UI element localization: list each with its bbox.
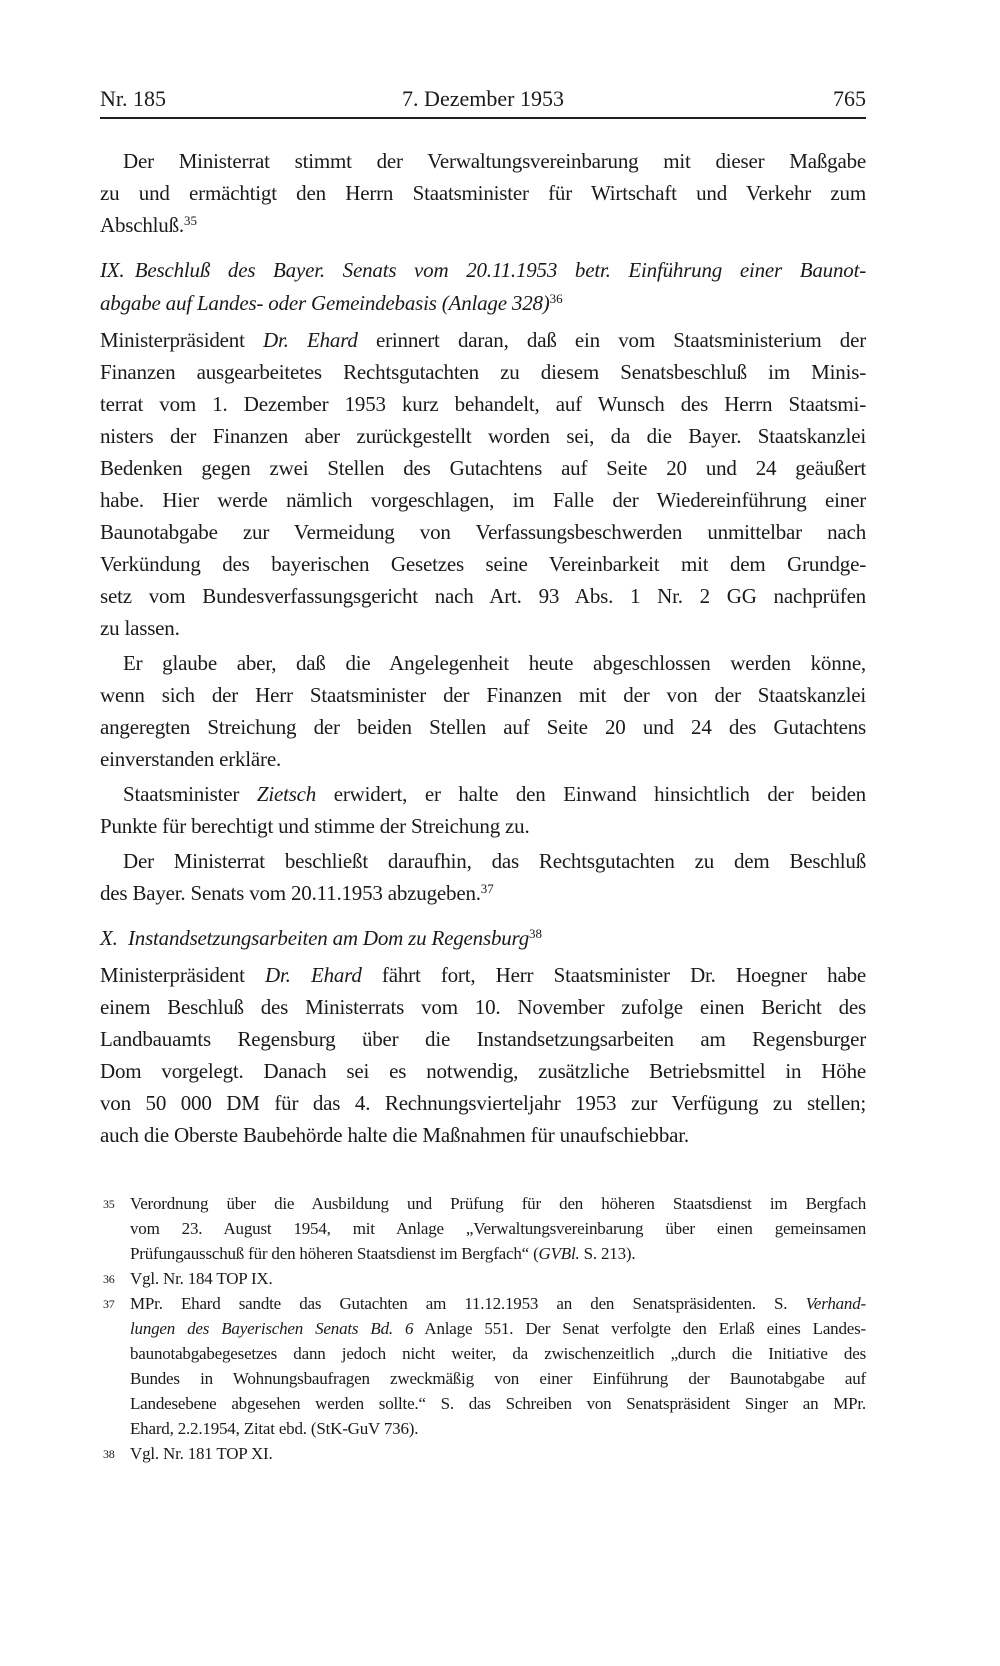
italic-text: X. Instandsetzungsarbeiten am Dom zu Regensburg xyxy=(100,926,530,950)
text-run: baunotabgabegesetzes dann jedoch nicht weiter, da zwischenzeitlich „durch die Initiative des xyxy=(130,1344,866,1363)
text-line xyxy=(100,1119,866,1151)
text-run: von 50 000 DM für das 4. Rechnungsvierteljahr 1953 zur Verfügung zu stellen; xyxy=(100,1091,866,1115)
footnote-number: 38 xyxy=(103,1447,115,1461)
text-line xyxy=(100,484,866,516)
text-line xyxy=(100,420,866,452)
paragraph xyxy=(100,647,866,775)
text-run: Prüfungausschuß für den höheren Staatsdienst im Bergfach“ ( xyxy=(130,1244,539,1263)
text-run: Bedenken gegen zwei Stellen des Gutachtens auf Seite 20 und 24 geäußert xyxy=(100,456,866,480)
footnote-text xyxy=(130,1441,866,1466)
text-line xyxy=(100,548,866,580)
text-run: S. 213). xyxy=(579,1244,636,1263)
document-body xyxy=(100,145,866,1151)
footnote-text xyxy=(130,1266,866,1291)
text-line xyxy=(100,959,866,991)
italic-text: IX. Beschluß des Bayer. Senats vom 20.11.1953 betr. Einführung einer Baunot- xyxy=(100,258,866,282)
text-run: Ministerpräsident xyxy=(100,328,264,352)
text-line xyxy=(100,452,866,484)
footnote-number: 35 xyxy=(103,1197,115,1211)
text-run: Landesebene abgesehen werden sollte.“ S. das Schreiben von Senatspräsident Singer an MPr. xyxy=(130,1394,866,1413)
text-run: Verordnung über die Ausbildung und Prüfung für den höheren Staatsdienst im Bergfach xyxy=(130,1194,866,1213)
footnote-text xyxy=(130,1191,866,1266)
text-run: erwidert, er halte den Einwand hinsichtlich der beiden xyxy=(316,782,866,806)
footnote xyxy=(100,1291,866,1441)
text-line xyxy=(100,743,866,775)
paragraph xyxy=(100,778,866,842)
footnote xyxy=(100,1266,866,1291)
text-line xyxy=(100,1023,866,1055)
text-line xyxy=(100,922,866,957)
footnote-ref: 36 xyxy=(549,291,563,306)
paragraph xyxy=(100,324,866,644)
text-run: Baunotabgabe zur Vermeidung von Verfassungsbeschwerden unmittelbar nach xyxy=(100,520,866,544)
footnote xyxy=(100,1441,866,1466)
text-line xyxy=(100,356,866,388)
text-line xyxy=(100,516,866,548)
text-run: angeregten Streichung der beiden Stellen auf Seite 20 und 24 des Gutachtens xyxy=(100,715,866,739)
text-run: Verkündung des bayerischen Gesetzes seine Vereinbarkeit mit dem Grundge- xyxy=(100,552,866,576)
text-run: nisters der Finanzen aber zurückgestellt worden sei, da die Bayer. Staatskanzlei xyxy=(100,424,866,448)
text-run: Der Ministerrat stimmt der Verwaltungsvereinbarung mit dieser Maßgabe xyxy=(123,149,866,173)
text-line xyxy=(100,580,866,612)
text-line xyxy=(130,1316,866,1341)
footnotes-section xyxy=(100,1191,866,1466)
text-line xyxy=(100,145,866,177)
text-run: Anlage 551. Der Senat verfolgte den Erlaß eines Landes- xyxy=(413,1319,866,1338)
text-run: Abschluß. xyxy=(100,213,184,237)
text-line xyxy=(100,209,866,244)
text-run: terrat vom 1. Dezember 1953 kurz behandelt, auf Wunsch des Herrn Staatsmi- xyxy=(100,392,866,416)
text-line xyxy=(130,1391,866,1416)
text-run: setz vom Bundesverfassungsgericht nach Art. 93 Abs. 1 Nr. 2 GG nachprüfen xyxy=(100,584,866,608)
text-run: des Bayer. Senats vom 20.11.1953 abzugeben. xyxy=(100,881,481,905)
italic-text: Dr. Ehard xyxy=(265,963,362,987)
text-line xyxy=(130,1266,866,1291)
paragraph xyxy=(100,145,866,244)
text-line xyxy=(130,1416,866,1441)
italic-text: lungen des Bayerischen Senats Bd. 6 xyxy=(130,1319,414,1338)
text-run: erinnert daran, daß ein vom Staatsministerium der xyxy=(357,328,867,352)
text-run: Der Ministerrat beschließt daraufhin, das Rechtsgutachten zu dem Beschluß xyxy=(123,849,866,873)
italic-text: Zietsch xyxy=(256,782,317,806)
text-line xyxy=(100,1055,866,1087)
text-line xyxy=(100,254,866,287)
text-line xyxy=(130,1366,866,1391)
footnote-number: 36 xyxy=(103,1272,115,1286)
italic-text: GVBl. xyxy=(538,1244,580,1263)
text-line xyxy=(100,177,866,209)
text-line xyxy=(130,1341,866,1366)
header-rule xyxy=(100,117,866,119)
text-line xyxy=(130,1191,866,1216)
text-run: wenn sich der Herr Staatsminister der Finanzen mit der von der Staatskanzlei xyxy=(100,683,866,707)
text-line xyxy=(130,1441,866,1466)
footnote-text xyxy=(130,1291,866,1441)
paragraph xyxy=(100,959,866,1151)
text-run: zu lassen. xyxy=(100,616,180,640)
paragraph xyxy=(100,845,866,912)
text-line xyxy=(100,287,866,322)
text-run: fährt fort, Herr Staatsminister Dr. Hoegner habe xyxy=(361,963,866,987)
header-page-number: 765 xyxy=(833,86,866,111)
italic-text: Dr. Ehard xyxy=(263,328,358,352)
text-line xyxy=(100,711,866,743)
text-run: Ehard, 2.2.1954, Zitat ebd. (StK-GuV 736). xyxy=(130,1419,419,1438)
text-run: Dom vorgelegt. Danach sei es notwendig, zusätzliche Betriebsmittel in Höhe xyxy=(100,1059,866,1083)
text-run: Vgl. Nr. 184 TOP IX. xyxy=(130,1269,273,1288)
text-line xyxy=(100,991,866,1023)
text-run: einverstanden erkläre. xyxy=(100,747,282,771)
text-line xyxy=(100,845,866,877)
text-line xyxy=(130,1291,866,1316)
footnote-number: 37 xyxy=(103,1297,115,1311)
section-heading xyxy=(100,922,866,957)
text-line xyxy=(100,324,866,356)
section-heading xyxy=(100,254,866,322)
text-run: habe. Hier werde nämlich vorgeschlagen, im Falle der Wiedereinführung einer xyxy=(100,488,866,512)
header-doc-number: Nr. 185 xyxy=(100,86,166,111)
text-line xyxy=(100,388,866,420)
text-run: Punkte für berechtigt und stimme der Streichung zu. xyxy=(100,814,530,838)
text-line xyxy=(100,679,866,711)
text-line xyxy=(130,1241,866,1266)
text-run: vom 23. August 1954, mit Anlage „Verwaltungsvereinbarung über einen gemeinsamen xyxy=(130,1219,866,1238)
text-run: auch die Oberste Baubehörde halte die Maßnahmen für unaufschiebbar. xyxy=(100,1123,689,1147)
header-date: 7. Dezember 1953 xyxy=(402,86,564,111)
footnote-ref: 37 xyxy=(480,881,494,896)
footnote-ref: 38 xyxy=(529,926,543,941)
italic-text: abgabe auf Landes- oder Gemeindebasis (Anlage 328) xyxy=(100,291,550,315)
text-line xyxy=(100,647,866,679)
text-run: Finanzen ausgearbeitetes Rechtsgutachten zu diesem Senatsbeschluß im Minis- xyxy=(100,360,866,384)
text-line xyxy=(100,778,866,810)
text-run: MPr. Ehard sandte das Gutachten am 11.12.1953 an den Senatspräsidenten. S. xyxy=(130,1294,806,1313)
text-run: Vgl. Nr. 181 TOP XI. xyxy=(130,1444,273,1463)
text-run: Staatsminister xyxy=(123,782,257,806)
page-header xyxy=(100,86,866,114)
text-line xyxy=(100,810,866,842)
text-line xyxy=(100,877,866,912)
italic-text: Verhand- xyxy=(805,1294,866,1313)
text-run: zu und ermächtigt den Herrn Staatsminister für Wirtschaft und Verkehr zum xyxy=(100,181,866,205)
text-line xyxy=(130,1216,866,1241)
text-run: Landbauamts Regensburg über die Instandsetzungsarbeiten am Regensburger xyxy=(100,1027,866,1051)
footnote-ref: 35 xyxy=(183,213,197,228)
text-line xyxy=(100,612,866,644)
footnote xyxy=(100,1191,866,1266)
text-line xyxy=(100,1087,866,1119)
text-run: Ministerpräsident xyxy=(100,963,266,987)
text-run: Bundes in Wohnungsbaufragen zweckmäßig von einer Einführung der Baunotabgabe auf xyxy=(130,1369,866,1388)
text-run: Er glaube aber, daß die Angelegenheit heute abgeschlossen werden könne, xyxy=(123,651,866,675)
text-run: einem Beschluß des Ministerrats vom 10. November zufolge einen Bericht des xyxy=(100,995,866,1019)
